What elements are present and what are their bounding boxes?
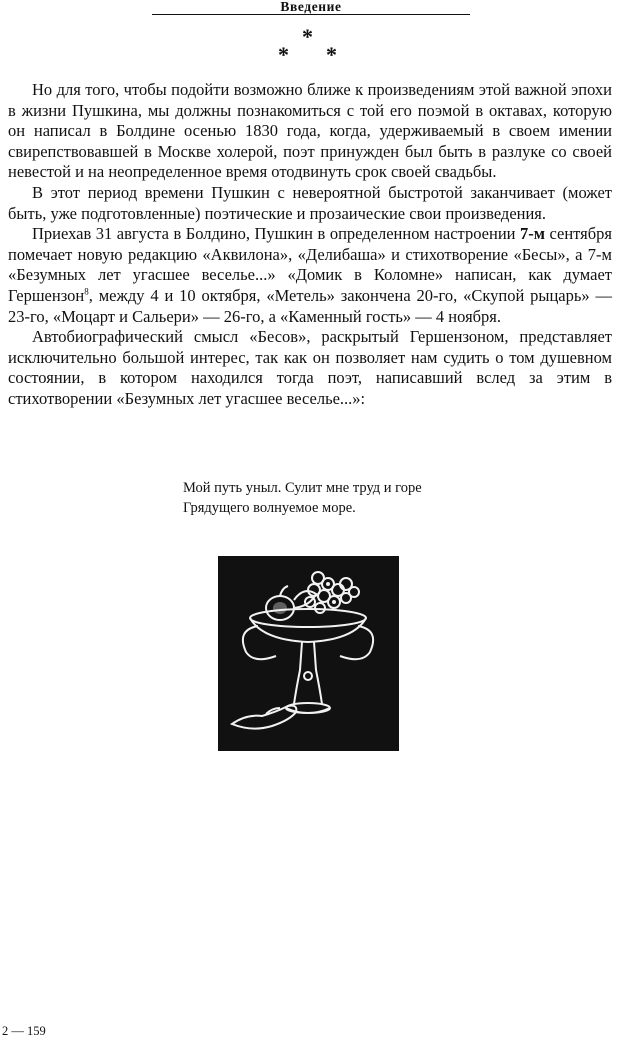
- verse-quotation: [183, 478, 422, 518]
- running-header-rule: [152, 14, 470, 15]
- section-asterism: [270, 24, 350, 66]
- running-header-title: Введение: [280, 0, 342, 14]
- paragraph-3-text-c: , между 4 и 10 октября, «Метель» закончена 20-го, «Скупой рыцарь» — 23-го, «Моцарт и Сальери» — 26-го, а «Каменный гость» — 4 ноября.: [8, 285, 612, 326]
- paragraph-3-text-a: Приехав 31 августа в Болдино, Пушкин в определенном настроении: [32, 224, 520, 244]
- footnote-marker: 8: [84, 286, 89, 297]
- folio-mark: 2 — 159: [2, 1024, 46, 1038]
- asterism-star-right: *: [326, 42, 337, 67]
- fruit-bowl-and-slipper-icon: [218, 556, 399, 751]
- paragraph-3-text-b: сентября помечает новую редакцию «Аквилона», «Делибаша» и стихотворение «Бесы», а 7-м «Безумных лет угасшее веселье...» «Домик в Коломне» написан, как думает Гершензон: [8, 224, 612, 305]
- paragraph-4: Автобиографический смысл «Бесов», раскрытый Гершензоном, представляет исключительно большой интерес, так как он позволяет нам судить о том душевном состоянии, в котором находился тогда поэт, написавший вслед за этим в стихотворении «Безумных лет угасшее веселье...»:: [8, 327, 612, 408]
- paragraph-3: [8, 224, 612, 327]
- paragraph-2: В этот период времени Пушкин с невероятной быстротой заканчивает (может быть, уже подготовленные) поэтические и прозаические свои произведения.: [8, 182, 612, 223]
- paragraph-1: Но для того, чтобы подойти возможно ближе к произведениям этой важной эпохи в жизни Пушкина, мы должны познакомиться с той его поэмой в октавах, которую он написал в Болдине осенью 1830 года, когда, удерживаемый в своем имении свирепствовавшей в Москве холерой, поэт принужден был быть в разлуке со своей невестой и на неопределенное время отодвинуть срок своей свадьбы.: [8, 80, 612, 182]
- body-text: [8, 80, 612, 410]
- verse-line-1: Мой путь уныл. Сулит мне труд и горе: [183, 480, 422, 496]
- asterism-star-top: *: [302, 24, 313, 49]
- asterism-star-left: *: [278, 42, 289, 67]
- fruit-bowl-illustration: [218, 556, 399, 751]
- paragraph-3-bold-date: 7-м: [520, 224, 545, 244]
- verse-line-2: Грядущего волнуемое море.: [183, 500, 356, 516]
